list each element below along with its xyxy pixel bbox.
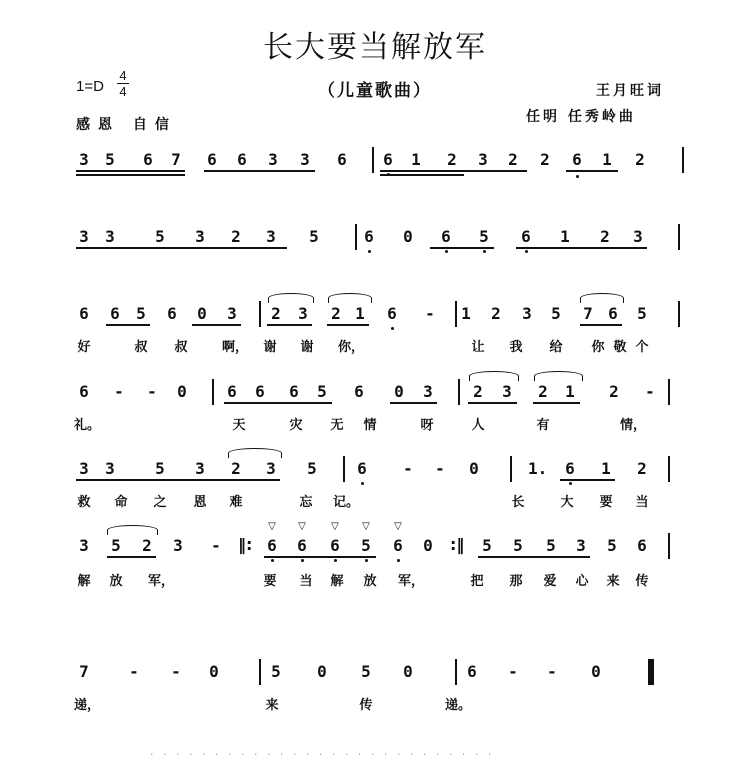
jianpu-note: 2	[142, 536, 152, 555]
jianpu-note: 3	[423, 382, 433, 401]
underline-beam	[327, 324, 369, 326]
lyric-char: 递。	[445, 698, 472, 713]
jianpu-note: 2	[491, 304, 501, 323]
jianpu-note: 3	[79, 227, 89, 246]
jianpu-note: 3	[79, 536, 89, 555]
jianpu-note: 6	[330, 536, 340, 555]
underline-beam	[107, 556, 156, 558]
bar-line	[510, 456, 512, 482]
jianpu-note: 6	[227, 382, 237, 401]
lyric-char: 难	[229, 495, 243, 510]
underline-beam	[380, 170, 527, 172]
octave-dot	[576, 175, 579, 178]
jianpu-note: 3	[266, 459, 276, 478]
lyric-char: 解	[330, 574, 344, 589]
bar-line	[668, 456, 670, 482]
jianpu-note: 2	[540, 150, 550, 169]
lyric-char: 军，	[148, 574, 175, 589]
tie-slur	[580, 293, 624, 303]
underline-beam	[264, 556, 376, 558]
lyricist-credit: 王月旺词	[596, 83, 664, 99]
jianpu-note: 6	[289, 382, 299, 401]
lyric-char: 军，	[398, 574, 425, 589]
jianpu-note: 6	[565, 459, 575, 478]
lyric-char: 那	[509, 574, 523, 589]
time-signature-bottom: 4	[117, 83, 129, 99]
jianpu-note: 3	[227, 304, 237, 323]
lyric-char: 敬	[613, 340, 627, 355]
bar-line	[259, 659, 261, 685]
jianpu-note: 6	[387, 304, 397, 323]
lyric-char: 之	[153, 495, 167, 510]
jianpu-note: 1	[602, 150, 612, 169]
underline-beam	[430, 247, 494, 249]
lyric-char: 你	[591, 340, 605, 355]
jianpu-note: -	[147, 382, 157, 401]
underline-beam	[76, 247, 287, 249]
expression-marking: 感恩 自信	[76, 117, 177, 133]
octave-dot	[365, 559, 368, 562]
lyric-char: 礼。	[74, 418, 101, 433]
lyric-char: 谢	[300, 340, 314, 355]
jianpu-note: 6	[608, 304, 618, 323]
lyric-char: 来	[606, 574, 620, 589]
jianpu-note: 3	[195, 459, 205, 478]
underline-beam	[380, 174, 464, 176]
jianpu-note: 6	[441, 227, 451, 246]
jianpu-note: 2	[447, 150, 457, 169]
jianpu-note: 0	[177, 382, 187, 401]
jianpu-note: 6	[357, 459, 367, 478]
lyric-char: 天	[232, 418, 246, 433]
octave-dot	[397, 559, 400, 562]
jianpu-note: 3	[268, 150, 278, 169]
jianpu-note: 0	[394, 382, 404, 401]
underline-beam	[192, 324, 241, 326]
jianpu-note: 6	[207, 150, 217, 169]
lyric-char: 传	[635, 574, 649, 589]
lyric-char: 好	[77, 340, 91, 355]
underline-beam	[204, 170, 315, 172]
jianpu-note: 5	[546, 536, 556, 555]
bar-line	[355, 224, 357, 250]
jianpu-note: 5	[155, 227, 165, 246]
jianpu-note: 6	[79, 382, 89, 401]
lyric-char: 叔	[134, 340, 148, 355]
song-subtitle: （儿童歌曲）	[318, 81, 432, 101]
jianpu-note: 3	[79, 150, 89, 169]
underline-beam	[267, 324, 312, 326]
bar-line	[455, 659, 457, 685]
lyric-char: 要	[599, 495, 613, 510]
bar-line	[682, 147, 684, 173]
jianpu-note: 6	[354, 382, 364, 401]
jianpu-note: 1.	[528, 459, 548, 478]
bar-line	[668, 533, 670, 559]
bar-line	[372, 147, 374, 173]
lyric-char: 叔	[174, 340, 188, 355]
lyric-char: 把	[470, 574, 484, 589]
underline-beam	[516, 247, 647, 249]
jianpu-note: 3	[298, 304, 308, 323]
jianpu-note: 2	[271, 304, 281, 323]
tie-slur	[268, 293, 314, 303]
jianpu-note: 7	[79, 662, 89, 681]
bar-line	[455, 301, 457, 327]
jianpu-note: 2	[231, 227, 241, 246]
underline-beam	[580, 324, 622, 326]
jianpu-note: 3	[502, 382, 512, 401]
jianpu-note: 3	[300, 150, 310, 169]
jianpu-note: 5	[105, 150, 115, 169]
lyric-char: 记。	[333, 495, 360, 510]
octave-dot	[525, 250, 528, 253]
jianpu-note: 6	[267, 536, 277, 555]
jianpu-note: 5	[513, 536, 523, 555]
jianpu-note: -	[435, 459, 445, 478]
octave-dot	[569, 482, 572, 485]
jianpu-note: 1	[411, 150, 421, 169]
octave-dot	[391, 327, 394, 330]
jianpu-note: 5	[637, 304, 647, 323]
jianpu-note: 0	[469, 459, 479, 478]
jianpu-note: 1	[461, 304, 471, 323]
lyric-char: 救	[77, 495, 91, 510]
underline-beam	[76, 170, 185, 172]
jianpu-note: 0	[403, 662, 413, 681]
jianpu-note: 3	[576, 536, 586, 555]
octave-dot	[483, 250, 486, 253]
accent-mark: ▽	[394, 521, 402, 532]
jianpu-note: -	[171, 662, 181, 681]
jianpu-note: -	[114, 382, 124, 401]
jianpu-note: 5	[155, 459, 165, 478]
footer-text: · · · · · · · · · · · · · · · · · · · · · · · · · · ·	[150, 748, 495, 761]
jianpu-note: 2	[538, 382, 548, 401]
bar-line	[668, 379, 670, 405]
repeat-start-sign: ‖:	[238, 535, 253, 554]
jianpu-note: 5	[111, 536, 121, 555]
lyric-char: 来	[265, 698, 279, 713]
jianpu-note: 7	[171, 150, 181, 169]
jianpu-note: 2	[600, 227, 610, 246]
bar-line	[678, 224, 680, 250]
tie-slur	[328, 293, 372, 303]
jianpu-note: 5	[136, 304, 146, 323]
jianpu-note: 6	[572, 150, 582, 169]
jianpu-note: 6	[79, 304, 89, 323]
lyric-char: 大	[560, 495, 574, 510]
song-title: 长大要当解放军	[263, 30, 487, 65]
jianpu-note: 0	[403, 227, 413, 246]
jianpu-note: 0	[423, 536, 433, 555]
underline-beam	[106, 324, 150, 326]
composer-credit: 任明 任秀岭曲	[526, 109, 636, 125]
underline-beam	[224, 402, 332, 404]
bar-line	[343, 456, 345, 482]
lyric-char: 情	[363, 418, 377, 433]
jianpu-note: -	[425, 304, 435, 323]
bar-line	[458, 379, 460, 405]
time-signature-top: 4	[119, 68, 127, 83]
bar-line	[212, 379, 214, 405]
jianpu-note: 3	[522, 304, 532, 323]
lyric-char: 爱	[543, 574, 557, 589]
jianpu-note: 6	[383, 150, 393, 169]
jianpu-note: 2	[637, 459, 647, 478]
lyric-char: 啊，	[222, 340, 249, 355]
jianpu-note: 3	[105, 459, 115, 478]
jianpu-note: -	[547, 662, 557, 681]
jianpu-note: 6	[337, 150, 347, 169]
jianpu-note: 3	[266, 227, 276, 246]
lyric-char: 当	[299, 574, 313, 589]
jianpu-note: -	[211, 536, 221, 555]
jianpu-note: 0	[209, 662, 219, 681]
time-signature	[117, 68, 129, 99]
lyric-char: 放	[363, 574, 377, 589]
jianpu-note: -	[645, 382, 655, 401]
bar-line	[648, 659, 654, 685]
tie-slur	[107, 525, 158, 535]
jianpu-note: 6	[255, 382, 265, 401]
underline-beam	[76, 174, 185, 176]
jianpu-note: 5	[317, 382, 327, 401]
lyric-char: 灾	[289, 418, 303, 433]
lyric-char: 传	[359, 698, 373, 713]
octave-dot	[445, 250, 448, 253]
jianpu-note: 6	[521, 227, 531, 246]
jianpu-note: 6	[364, 227, 374, 246]
jianpu-note: 3	[79, 459, 89, 478]
jianpu-note: 5	[482, 536, 492, 555]
underline-beam	[566, 170, 618, 172]
accent-mark: ▽	[331, 521, 339, 532]
underline-beam	[478, 556, 590, 558]
jianpu-note: 2	[331, 304, 341, 323]
jianpu-note: 6	[297, 536, 307, 555]
lyric-char: 让	[471, 340, 485, 355]
jianpu-note: 6	[167, 304, 177, 323]
jianpu-note: 2	[609, 382, 619, 401]
underline-beam	[533, 402, 580, 404]
underline-beam	[560, 479, 615, 481]
lyric-char: 人	[471, 418, 485, 433]
jianpu-note: 6	[393, 536, 403, 555]
jianpu-note: 3	[195, 227, 205, 246]
jianpu-note: 6	[110, 304, 120, 323]
underline-beam	[76, 479, 280, 481]
jianpu-note: 0	[591, 662, 601, 681]
jianpu-note: 5	[551, 304, 561, 323]
jianpu-note: 3	[105, 227, 115, 246]
bar-line	[259, 301, 261, 327]
lyric-char: 你，	[338, 340, 365, 355]
accent-mark: ▽	[268, 521, 276, 532]
octave-dot	[301, 559, 304, 562]
repeat-end-sign: :‖	[450, 535, 465, 554]
jianpu-note: 6	[237, 150, 247, 169]
jianpu-note: 5	[361, 662, 371, 681]
lyric-char: 有	[536, 418, 550, 433]
tie-slur	[534, 371, 583, 381]
lyric-char: 当	[635, 495, 649, 510]
jianpu-note: 2	[473, 382, 483, 401]
jianpu-note: 0	[317, 662, 327, 681]
lyric-char: 个	[635, 340, 649, 355]
jianpu-note: 6	[143, 150, 153, 169]
lyric-char: 情，	[620, 418, 647, 433]
octave-dot	[334, 559, 337, 562]
jianpu-note: 5	[361, 536, 371, 555]
jianpu-note: 3	[633, 227, 643, 246]
bar-line	[678, 301, 680, 327]
lyric-char: 要	[263, 574, 277, 589]
accent-mark: ▽	[298, 521, 306, 532]
jianpu-note: 5	[271, 662, 281, 681]
accent-mark: ▽	[362, 521, 370, 532]
jianpu-note: 7	[583, 304, 593, 323]
lyric-char: 长	[511, 495, 525, 510]
lyric-char: 递，	[74, 698, 101, 713]
lyric-char: 无	[330, 418, 344, 433]
jianpu-note: 3	[173, 536, 183, 555]
lyric-char: 忘	[299, 495, 313, 510]
jianpu-note: 5	[307, 459, 317, 478]
lyric-char: 命	[114, 495, 128, 510]
lyric-char: 恩	[193, 495, 207, 510]
lyric-char: 我	[509, 340, 523, 355]
jianpu-note: 6	[637, 536, 647, 555]
lyric-char: 呀	[420, 418, 434, 433]
underline-beam	[390, 402, 437, 404]
jianpu-note: 2	[231, 459, 241, 478]
jianpu-note: 1	[560, 227, 570, 246]
lyric-char: 心	[575, 574, 589, 589]
jianpu-note: 1	[601, 459, 611, 478]
lyric-char: 解	[77, 574, 91, 589]
jianpu-note: 2	[635, 150, 645, 169]
key-signature: 1=D	[76, 78, 104, 95]
octave-dot	[361, 482, 364, 485]
jianpu-note: -	[508, 662, 518, 681]
underline-beam	[468, 402, 517, 404]
jianpu-note: 5	[309, 227, 319, 246]
jianpu-note: 1	[355, 304, 365, 323]
lyric-char: 谢	[263, 340, 277, 355]
lyric-char: 给	[549, 340, 563, 355]
tie-slur	[469, 371, 519, 381]
octave-dot	[387, 173, 390, 176]
jianpu-note: 1	[565, 382, 575, 401]
tie-slur	[228, 448, 282, 458]
jianpu-note: 6	[467, 662, 477, 681]
jianpu-note: -	[129, 662, 139, 681]
octave-dot	[368, 250, 371, 253]
jianpu-note: -	[403, 459, 413, 478]
jianpu-note: 2	[508, 150, 518, 169]
lyric-char: 放	[109, 574, 123, 589]
jianpu-note: 3	[478, 150, 488, 169]
jianpu-note: 5	[479, 227, 489, 246]
jianpu-note: 5	[607, 536, 617, 555]
octave-dot	[271, 559, 274, 562]
jianpu-note: 0	[197, 304, 207, 323]
